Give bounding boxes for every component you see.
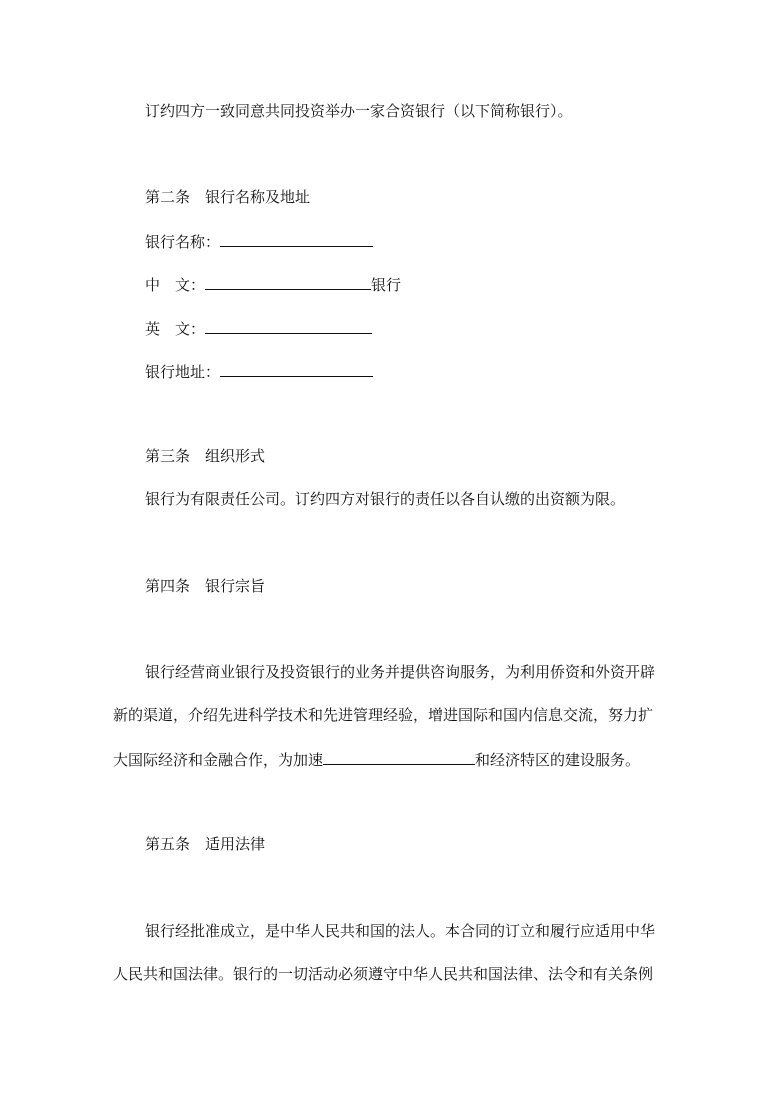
accelerate-blank bbox=[323, 748, 475, 765]
bank-address-label: 银行地址： bbox=[145, 363, 221, 381]
article-3-body: 银行为有限责任公司。订约四方对银行的责任以各自认缴的出资额为限。 bbox=[145, 490, 626, 508]
english-name-row bbox=[145, 317, 372, 339]
chinese-name-row bbox=[145, 273, 401, 295]
article-4-line-3-suffix: 和经济特区的建设服务。 bbox=[475, 751, 641, 769]
english-name-label: 英 文： bbox=[145, 320, 206, 338]
chinese-name-suffix: 银行 bbox=[371, 276, 402, 294]
bank-address-blank bbox=[220, 360, 373, 377]
bank-name-row bbox=[145, 230, 373, 252]
article-5-line-1: 银行经批准成立，是中华人民共和国的法人。本合同的订立和履行应适用中华 bbox=[145, 922, 656, 940]
intro-paragraph: 订约四方一致同意共同投资举办一家合资银行（以下简称银行）。 bbox=[145, 102, 573, 120]
article-3-heading: 第三条 组织形式 bbox=[145, 447, 266, 465]
article-5-line-2: 人民共和国法律。银行的一切活动必须遵守中华人民共和国法律、法令和有关条例 bbox=[113, 965, 654, 983]
article-4-line-1: 银行经营商业银行及投资银行的业务并提供咨询服务，为利用侨资和外资开辟 bbox=[145, 663, 656, 681]
article-4-line-3 bbox=[113, 748, 663, 770]
chinese-name-blank bbox=[205, 273, 371, 290]
bank-name-blank bbox=[220, 230, 373, 247]
english-name-blank bbox=[205, 317, 372, 334]
bank-address-row bbox=[145, 360, 373, 382]
article-4-heading: 第四条 银行宗旨 bbox=[145, 577, 266, 595]
article-4-line-2: 新的渠道，介绍先进科学技术和先进管理经验，增进国际和国内信息交流，努力扩 bbox=[113, 706, 654, 724]
article-2-heading: 第二条 银行名称及地址 bbox=[145, 188, 311, 206]
article-5-heading: 第五条 适用法律 bbox=[145, 835, 266, 853]
article-4-line-3-prefix: 大国际经济和金融合作，为加速 bbox=[113, 751, 324, 769]
chinese-name-label: 中 文： bbox=[145, 276, 206, 294]
bank-name-label: 银行名称： bbox=[145, 233, 221, 251]
